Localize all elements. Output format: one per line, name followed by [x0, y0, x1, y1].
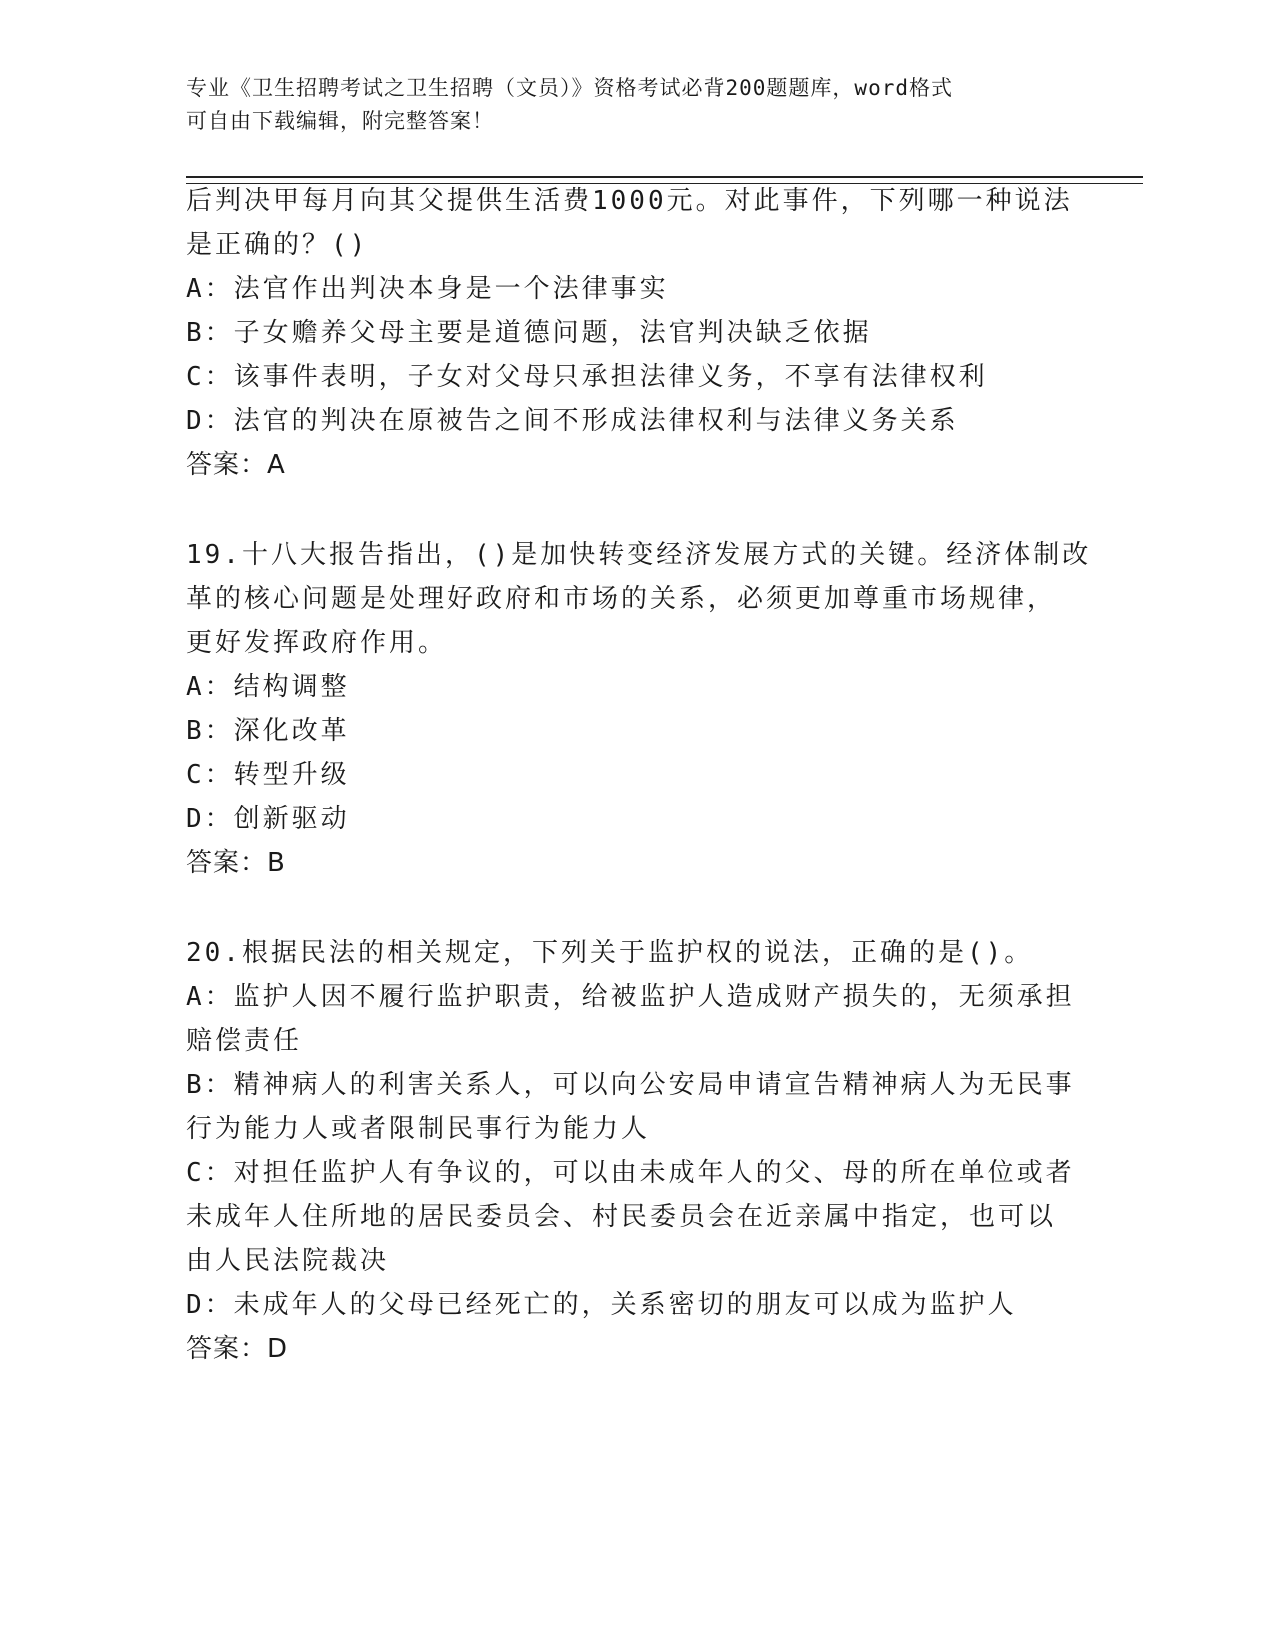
q20-option-c-line-3: 由人民法院裁决 — [186, 1246, 390, 1276]
q20-option-a-line-2: 赔偿责任 — [186, 1026, 303, 1056]
q20-option-b-line-2: 行为能力人或者限制民事行为能力人 — [186, 1114, 651, 1144]
q18-stem-line-2: 是正确的？() — [186, 230, 369, 260]
q19-stem-line-3: 更好发挥政府作用。 — [186, 628, 448, 658]
q20-option-c-line-2: 未成年人住所地的居民委员会、村民委员会在近亲属中指定，也可以 — [186, 1202, 1057, 1232]
q19-option-b: B：深化改革 — [186, 716, 350, 746]
q19-stem-line-1: 19.十八大报告指出，()是加快转变经济发展方式的关键。经济体制改 — [186, 540, 1092, 570]
q19-answer: 答案：B — [186, 848, 286, 878]
q20-option-b-line-1: B：精神病人的利害关系人，可以向公安局申请宣告精神病人为无民事 — [186, 1070, 1075, 1100]
header-title-line-1: 专业《卫生招聘考试之卫生招聘（文员）》资格考试必背200题题库，word格式 — [186, 76, 953, 100]
q18-option-a: A：法官作出判决本身是一个法律事实 — [186, 274, 669, 304]
q19-option-c: C：转型升级 — [186, 760, 350, 790]
q18-option-c: C：该事件表明，子女对父母只承担法律义务，不享有法律权利 — [186, 362, 988, 392]
q20-option-d: D：未成年人的父母已经死亡的，关系密切的朋友可以成为监护人 — [186, 1290, 1017, 1320]
q19-option-d: D：创新驱动 — [186, 804, 350, 834]
q18-option-d: D：法官的判决在原被告之间不形成法律权利与法律义务关系 — [186, 406, 959, 436]
header-title-line-2: 可自由下载编辑，附完整答案！ — [186, 109, 494, 133]
document-header — [186, 72, 1066, 138]
q18-stem-line-1: 后判决甲每月向其父提供生活费1000元。对此事件，下列哪一种说法 — [186, 186, 1073, 216]
header-divider — [186, 176, 1143, 184]
q19-stem-line-2: 革的核心问题是处理好政府和市场的关系，必须更加尊重市场规律， — [186, 584, 1057, 614]
q19-option-a: A：结构调整 — [186, 672, 350, 702]
q20-option-c-line-1: C：对担任监护人有争议的，可以由未成年人的父、母的所在单位或者 — [186, 1158, 1075, 1188]
q20-stem-line-1: 20.根据民法的相关规定，下列关于监护权的说法，正确的是()。 — [186, 938, 1034, 968]
q18-answer: 答案：A — [186, 450, 286, 480]
q18-option-b: B：子女赡养父母主要是道德问题，法官判决缺乏依据 — [186, 318, 872, 348]
q20-answer: 答案：D — [186, 1334, 289, 1364]
q20-option-a-line-1: A：监护人因不履行监护职责，给被监护人造成财产损失的，无须承担 — [186, 982, 1075, 1012]
